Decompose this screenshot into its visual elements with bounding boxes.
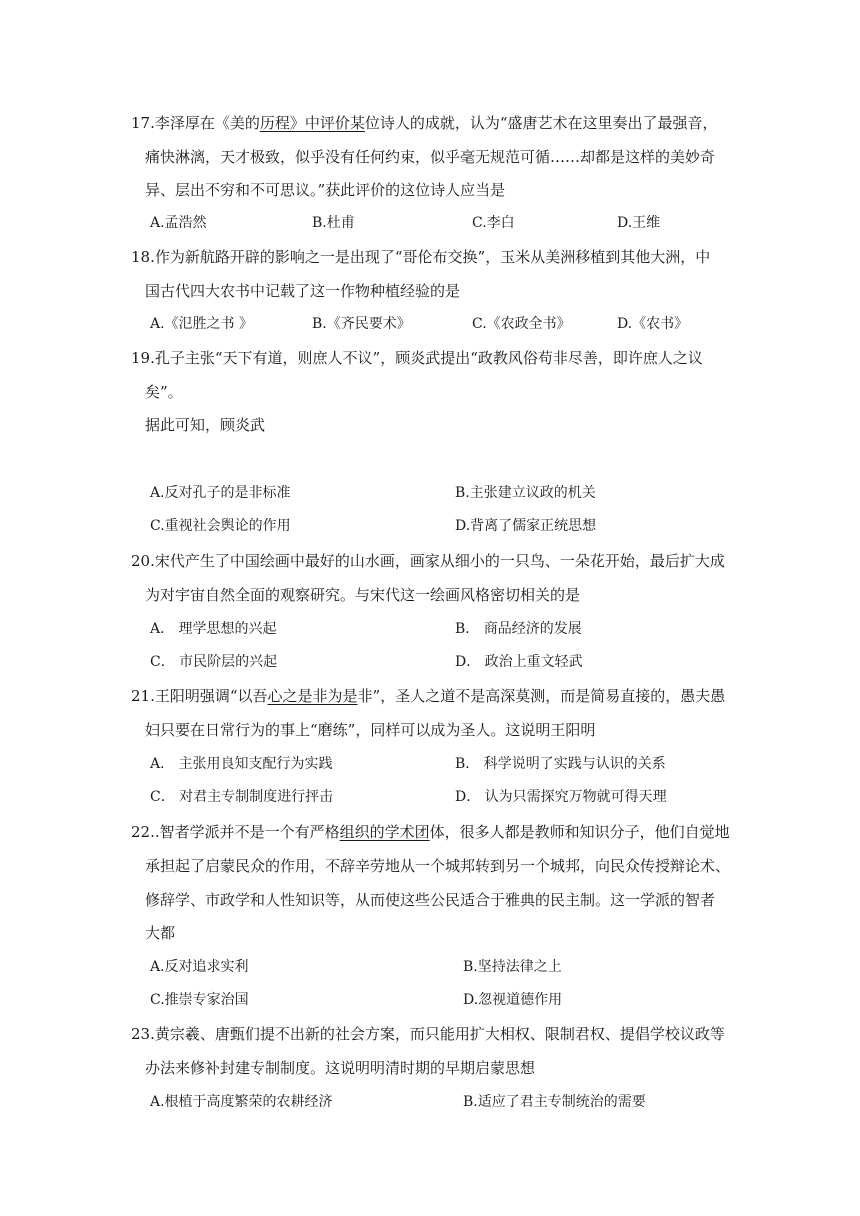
option-a: A.孟浩然 (150, 215, 207, 231)
text-segment: 体，很多人都是教师和知识分子，他们自觉地 (429, 823, 730, 841)
underlined-text: 组织的学术团 (339, 823, 430, 841)
option-a: A.反对追求实利 (150, 959, 249, 975)
question-19-line-1: 19.孔子主张“天下有道，则庶人不议”，顾炎武提出“政教风俗苟非尽善，即许庶人之议 (131, 349, 703, 367)
question-17-line-2: 痛快淋漓，天才极致，似乎没有任何约束，似乎毫无规范可循……却都是这样的美妙奇 (145, 148, 716, 166)
option-b: B． 商品经济的发展 (455, 621, 582, 637)
question-18-line-1: 18.作为新航路开辟的影响之一是出现了“哥伦布交换”，玉米从美洲移植到其他大洲，中 (131, 248, 711, 266)
question-18-line-2: 国古代四大农书中记载了这一作物种植经验的是 (145, 282, 461, 300)
option-a: A.根植于高度繁荣的农耕经济 (150, 1094, 333, 1110)
text-segment: 17.李泽厚在《美的 (131, 114, 260, 132)
question-21-line-2: 妇只要在日常行为的事上“磨练”，同样可以成为圣人。这说明王阳明 (145, 721, 596, 739)
option-d: D． 认为只需探究万物就可得天理 (455, 789, 667, 805)
option-d: D.背离了儒家正统思想 (455, 518, 597, 534)
option-a: A． 主张用良知支配行为实践 (150, 756, 333, 772)
question-19-line-3: 据此可知，顾炎武 (145, 416, 266, 434)
underlined-text: 历程》中评价某 (259, 114, 365, 132)
question-22-line-1 (131, 822, 730, 842)
text-segment: 位诗人的成就，认为“盛唐艺术在这里奏出了最强音， (364, 114, 718, 132)
underlined-text: 心之是非为是 (267, 687, 358, 705)
question-22-line-4: 大都 (145, 924, 176, 942)
option-c: C． 市民阶层的兴起 (150, 654, 278, 670)
option-b: B.杜甫 (312, 215, 355, 231)
option-d: D． 政治上重文轻武 (455, 654, 583, 670)
option-c: C.重视社会舆论的作用 (150, 518, 291, 534)
option-b: B.主张建立议政的机关 (455, 485, 596, 501)
question-20-line-1: 20.宋代产生了中国绘画中最好的山水画，画家从细小的一只鸟、一朵花开始，最后扩大成 (131, 552, 725, 570)
text-segment: 22..智者学派并不是一个有严格 (131, 823, 340, 841)
text-segment: 21.王阳明强调“以吾 (131, 687, 268, 705)
option-a: A． 理学思想的兴起 (150, 621, 277, 637)
option-c: C.《农政全书》 (472, 316, 571, 332)
question-23-line-1: 23.黄宗羲、唐甄们提不出新的社会方案，而只能用扩大相权、限制君权、提倡学校议政等 (131, 1025, 725, 1043)
question-23-line-2: 办法来修补封建专制制度。这说明明清时期的早期启蒙思想 (145, 1059, 536, 1077)
option-d: D.忽视道德作用 (463, 992, 563, 1008)
question-21-line-1 (131, 686, 725, 706)
question-22-line-3: 修辞学、市政学和人性知识等，从而使这些公民适合于雅典的民主制。这一学派的智者 (145, 891, 716, 909)
question-17-line-3: 异、层出不穷和不可思议。”获此评价的这位诗人应当是 (145, 181, 506, 199)
option-c: C． 对君主专制制度进行抨击 (150, 789, 334, 805)
option-b: B.适应了君主专制统治的需要 (463, 1094, 646, 1110)
text-segment: 非”，圣人之道不是高深莫测，而是简易直接的，愚夫愚 (357, 687, 726, 705)
option-d: D.王维 (617, 215, 661, 231)
option-c: C.推崇专家治国 (150, 992, 249, 1008)
option-d: D.《农书》 (617, 316, 689, 332)
question-17-line-1 (131, 113, 718, 133)
question-20-line-2: 为对宇宙自然全面的观察研究。与宋代这一绘画风格密切相关的是 (145, 586, 581, 604)
option-c: C.李白 (472, 215, 515, 231)
option-b: B． 科学说明了实践与认识的关系 (455, 756, 666, 772)
option-a: A.《氾胜之书 》 (150, 316, 254, 332)
question-19-line-2: 矣”。 (145, 383, 183, 401)
question-22-line-2: 承担起了启蒙民众的作用，不辞辛劳地从一个城邦转到另一个城邦，向民众传授辩论术、 (145, 857, 731, 875)
option-b: B.坚持法律之上 (463, 959, 562, 975)
option-a: A.反对孔子的是非标准 (150, 485, 291, 501)
option-b: B.《齐民要术》 (312, 316, 411, 332)
